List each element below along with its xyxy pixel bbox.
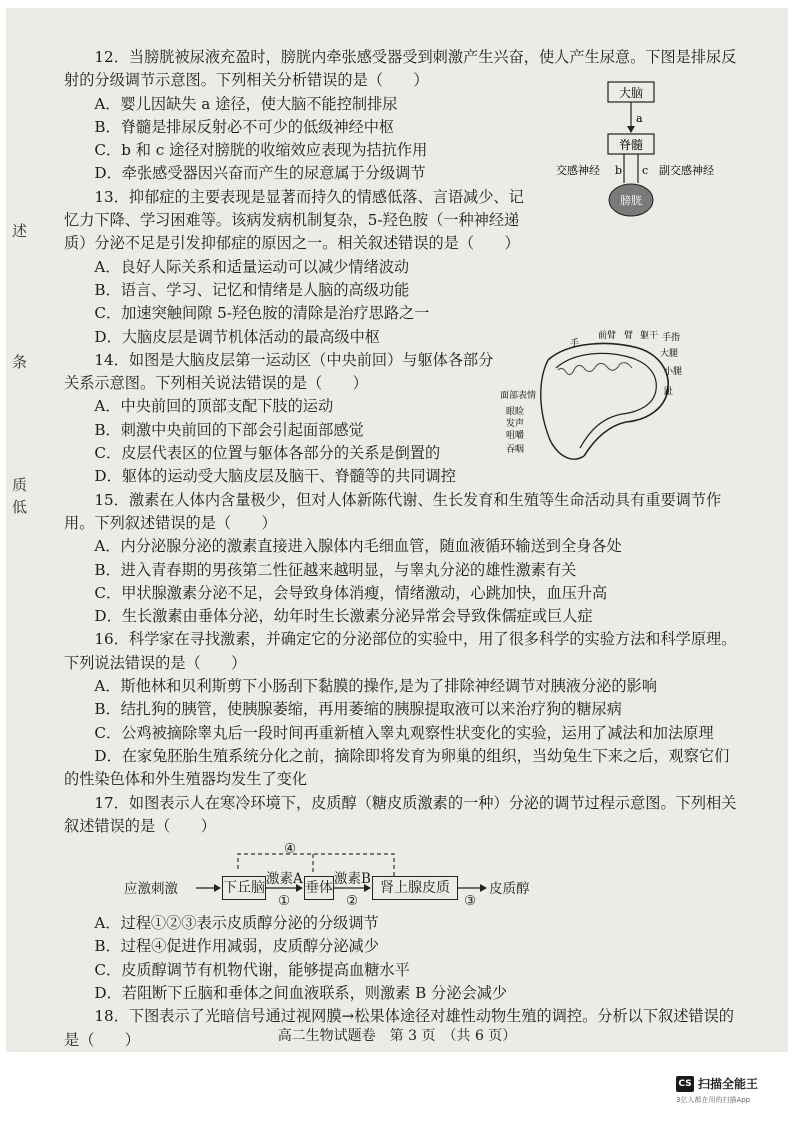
q17-option: A．过程①②③表示皮质醇分泌的分级调节 (94, 914, 379, 933)
q15-option: D．生长激素由垂体分泌，幼年时生长激素分泌异常会导致侏儒症或巨人症 (94, 607, 593, 626)
q12-option: D．牵张感受器因兴奋而产生的尿意属于分级调节 (94, 164, 426, 183)
pituitary-box: 垂体 (304, 876, 334, 900)
q15-option: C．甲状腺激素分泌不足，会导致身体消瘦，情绪激动，心跳加快，血压升高 (94, 583, 608, 602)
q12-option: B．脊髓是排尿反射必不可少的低级神经中枢 (94, 117, 395, 136)
q14-option: A．中央前回的顶部支配下肢的运动 (94, 397, 334, 416)
label-forearm: 前臂 (598, 331, 617, 341)
label-face: 面部表情 (500, 391, 537, 401)
label-trunk: 躯干 (640, 331, 659, 341)
margin-mark: 条 (12, 353, 28, 371)
label-swallow: 吞咽 (506, 445, 525, 455)
label-voice: 发声 (506, 419, 525, 429)
label-arm: 臂 (624, 331, 634, 341)
camscanner-logo-icon: CS (676, 1076, 694, 1092)
arrow-head (480, 884, 487, 892)
label-calf: 小腿 (664, 367, 683, 377)
q12-option: C．b 和 c 途径对膀胱的收缩效应表现为拮抗作用 (94, 141, 428, 160)
q18-stem: 18．下图表示了光暗信号通过视网膜→松果体途径对雄性动物生殖的调控。分析以下叙述错误的是（ ） (64, 1007, 734, 1049)
q17-option: D．若阻断下丘脑和垂体之间血液联系，则激素 B 分泌会减少 (94, 983, 508, 1002)
q13-option: D．大脑皮层是调节机体活动的最高级中枢 (94, 327, 380, 346)
q14-option: C．皮层代表区的位置与躯体各部分的关系是倒置的 (94, 444, 441, 463)
margin-mark: 质 (12, 476, 28, 494)
process-1-label: ① (278, 893, 291, 910)
hormone-b-label: 激素B (334, 871, 371, 888)
q13-stem: 13．抑郁症的主要表现是显著而持久的情感低落、言语减少、记忆力下降、学习困难等。该病发病机制复杂，5-羟色胺（一种神经递质）分泌不足是引发抑郁症的原因之一。相关叙述错误的是（ ） (64, 187, 524, 253)
path-b-label: b (615, 164, 623, 177)
q13-option: A．良好人际关系和适量运动可以减少情绪波动 (94, 257, 410, 276)
brand-name: 扫描全能王 (698, 1077, 759, 1091)
stimulus-label: 应激刺激 (124, 881, 178, 898)
process-3-label: ③ (464, 893, 477, 910)
cortisol-label: 皮质醇 (489, 881, 530, 898)
q17-option: B．过程④促进作用减弱，皮质醇分泌减少 (94, 937, 379, 956)
q17-stem: 17．如图表示人在寒冷环境下，皮质醇（糖皮质激素的一种）分泌的调节过程示意图。下列相关叙述错误的是（ ） (64, 793, 737, 835)
path-a-label: a (636, 112, 643, 125)
q13-option: B．语言、学习、记忆和情绪是人脑的高级功能 (94, 280, 410, 299)
q16-option: C．公鸡被摘除睾丸后一段时间再重新植入睾丸观察性状变化的实验，运用了减法和加法原理 (94, 723, 714, 742)
q16-stem: 16．科学家在寻找激素，并确定它的分泌部位的实验中，用了很多科学的实验方法和科学原理。下列说法错误的是（ ） (64, 630, 737, 672)
label-fingers: 手指 (662, 333, 681, 343)
q15-option: A．内分泌腺分泌的激素直接进入腺体内毛细血管，随血液循环输送到全身各处 (94, 537, 622, 556)
hormone-a-label: 激素A (266, 871, 303, 888)
q17-option: C．皮质醇调节有机物代谢，能够提高血糖水平 (94, 960, 410, 979)
label-toe: 趾 (664, 387, 674, 397)
q15-option: B．进入青春期的男孩第二性征越来越明显，与睾丸分泌的雄性激素有关 (94, 560, 577, 579)
q14-option: B．刺激中央前回的下部会引起面部感觉 (94, 420, 364, 439)
adrenal-cortex-box: 肾上腺皮质 (372, 876, 458, 900)
label-eyelid: 眼睑 (506, 407, 525, 417)
process-4-label: ④ (284, 841, 297, 858)
margin-mark: 低 (12, 498, 28, 516)
question-content (64, 46, 744, 1052)
q15-stem: 15．激素在人体内含量极少，但对人体新陈代谢、生长发育和生殖等生命活动具有重要调节作用。下列叙述错误的是（ ） (64, 490, 722, 532)
hypothalamus-box: 下丘脑 (222, 876, 266, 900)
q12-stem: 12．当膀胱被尿液充盈时，膀胱内牵张感受器受到刺激产生兴奋，使人产生尿意。下图是排尿反射的分级调节示意图。下列相关分析错误的是（ ） (64, 48, 737, 90)
parasympathetic-label: 副交感神经 (659, 164, 714, 177)
label-chew: 咀嚼 (506, 431, 525, 441)
brain-label: 大脑 (618, 86, 644, 100)
sympathetic-label: 交感神经 (556, 164, 600, 177)
path-c-label: c (642, 164, 649, 177)
q16-option: D．在家兔胚胎生殖系统分化之前，摘除即将发育为卵巢的组织，当幼兔生下来之后，观察它们的性染色体和外生殖器均发生了变化 (64, 746, 730, 789)
margin-mark: 述 (12, 222, 28, 240)
q16-option: B．结扎狗的胰管，使胰腺萎缩，再用萎缩的胰腺提取液可以来治疗狗的糖尿病 (94, 700, 622, 719)
process-2-label: ② (346, 893, 359, 910)
q14-option: D．躯体的运动受大脑皮层及脑干、脊髓等的共同调控 (94, 467, 456, 486)
cortisol-regulation-diagram (64, 841, 744, 910)
brand-tagline: 3亿人都在用的扫描App (676, 1096, 751, 1104)
arrow-head (214, 884, 221, 892)
label-thigh: 大腿 (660, 349, 679, 359)
page-footer: 高二生物试题卷 第 3 页 （共 6 页） (277, 1028, 517, 1044)
scanned-page (6, 8, 788, 1052)
bladder-label: 膀胱 (620, 194, 642, 207)
label-hand: 手 (570, 339, 580, 349)
q14-stem: 14．如图是大脑皮层第一运动区（中央前回）与躯体各部分关系示意图。下列相关说法错误的是（ ） (64, 350, 494, 393)
spinal-label: 脊髓 (618, 138, 644, 152)
q12-option: A．婴儿因缺失 a 途径，使大脑不能控制排尿 (94, 94, 398, 113)
q16-option: A．斯他林和贝利斯剪下小肠刮下黏膜的操作,是为了排除神经调节对胰液分泌的影响 (94, 677, 657, 696)
q13-option: C．加速突触间隙 5-羟色胺的清除是治疗思路之一 (94, 304, 430, 323)
